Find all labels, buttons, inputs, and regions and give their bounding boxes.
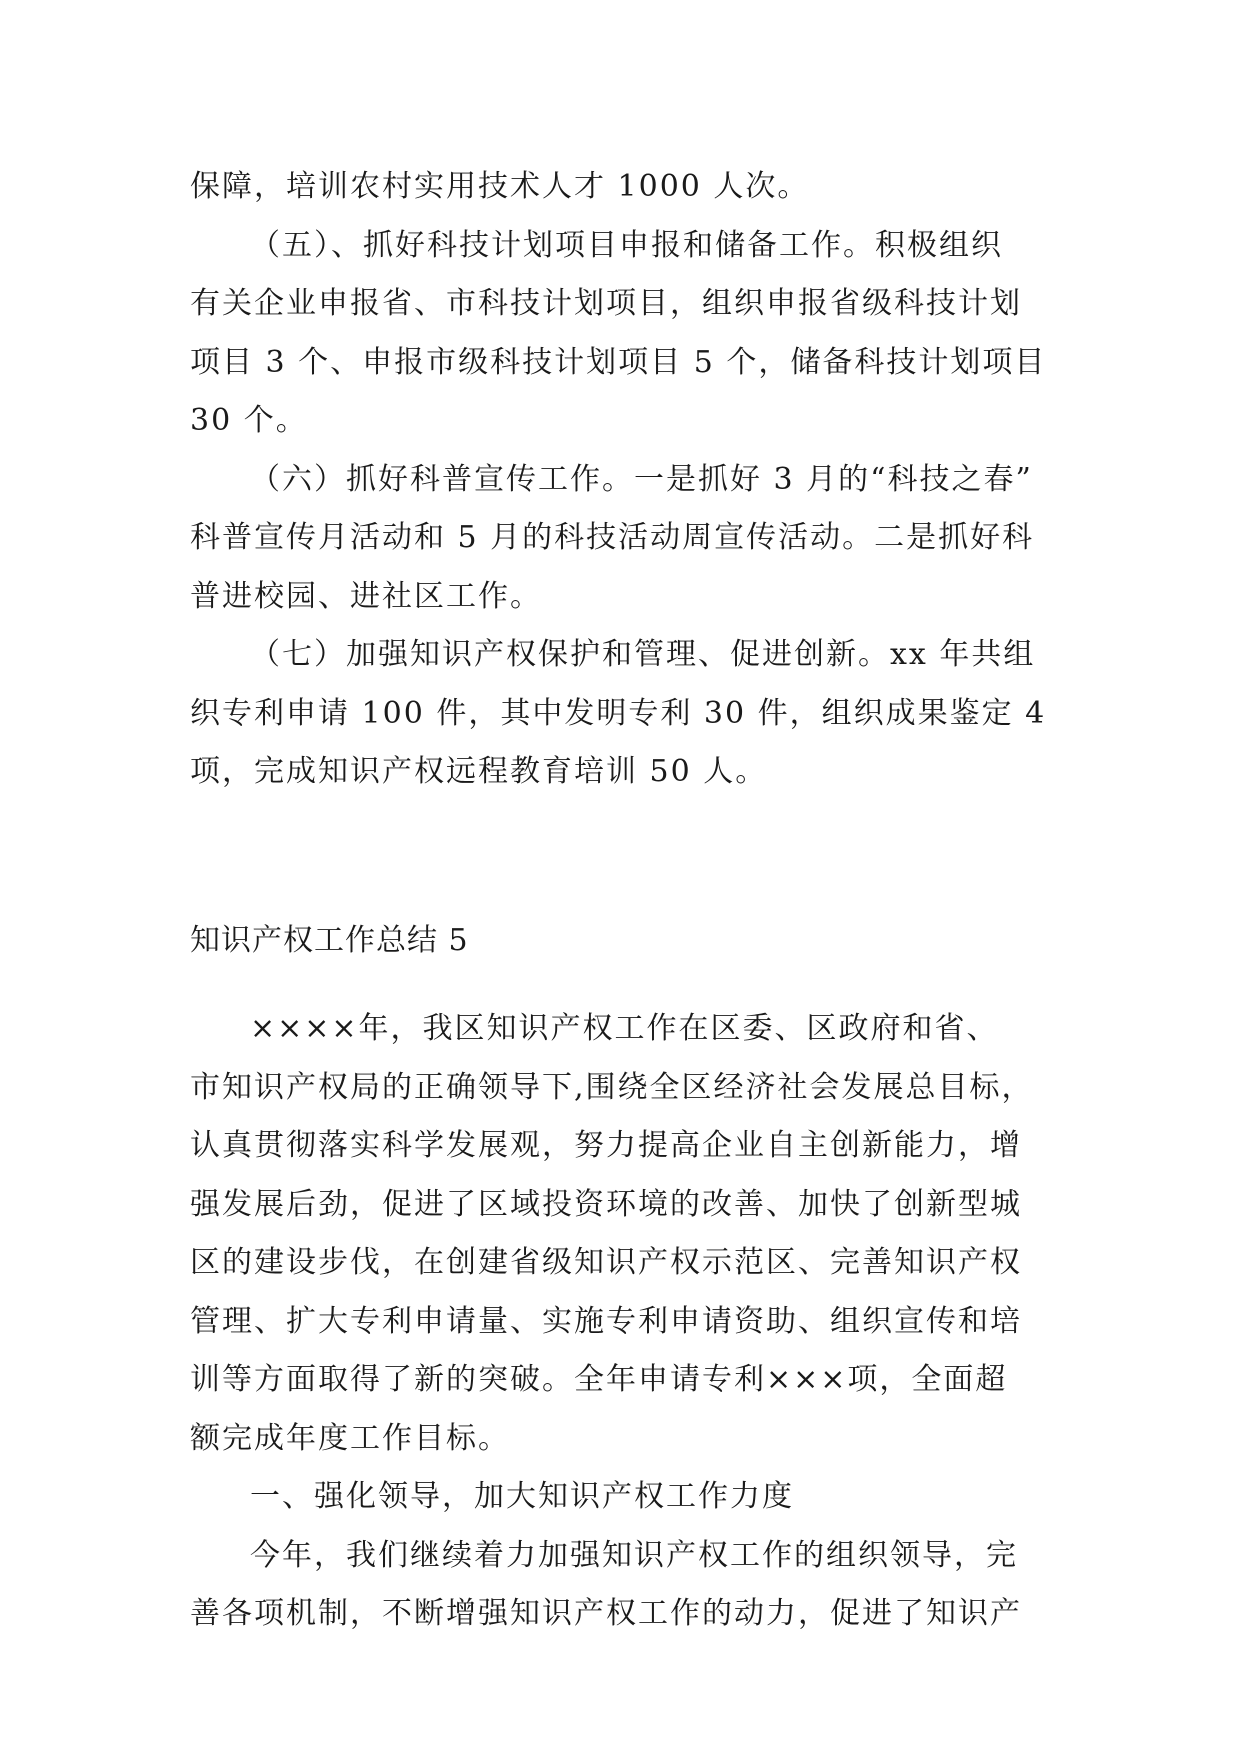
text-line: 认真贯彻落实科学发展观，努力提高企业自主创新能力，增 bbox=[190, 1128, 1022, 1163]
section-gap bbox=[190, 802, 1060, 882]
text-line: 管理、扩大专利申请量、实施专利申请资助、组织宣传和培 bbox=[190, 1303, 1022, 1339]
paragraph-start-line: （六）抓好科普宣传工作。一是抓好 3 月的“科技之春” bbox=[250, 461, 1033, 497]
paragraph-start-line: ××××年，我区知识产权工作在区委、区政府和省、 bbox=[250, 1011, 999, 1046]
text-line: 有关企业申报省、市科技计划项目，组织申报省级科技计划 bbox=[190, 286, 1022, 321]
subheading-line: 一、强化领导，加大知识产权工作力度 bbox=[250, 1479, 794, 1514]
paragraph-start-line: 今年，我们继续着力加强知识产权工作的组织领导，完 bbox=[250, 1537, 1018, 1573]
text-line: 强发展后劲，促进了区域投资环境的改善、加快了创新型城 bbox=[190, 1186, 1022, 1222]
text-line: 额完成年度工作目标。 bbox=[190, 1420, 510, 1456]
section-title: 知识产权工作总结 5 bbox=[190, 922, 469, 958]
document-page bbox=[190, 158, 1060, 1644]
text-line: 区的建设步伐，在创建省级知识产权示范区、完善知识产权 bbox=[190, 1245, 1022, 1280]
text-line: 项，完成知识产权远程教育培训 50 人。 bbox=[190, 754, 768, 789]
paragraph-start-line: （五）、抓好科技计划项目申报和储备工作。积极组织 bbox=[250, 227, 1003, 263]
text-line: 项目 3 个、申报市级科技计划项目 5 个，储备科技计划项目 bbox=[190, 344, 1047, 380]
text-line: 善各项机制，不断增强知识产权工作的动力，促进了知识产 bbox=[190, 1596, 1022, 1631]
text-line: 科普宣传月活动和 5 月的科技活动周宣传活动。二是抓好科 bbox=[190, 520, 1035, 555]
text-line: 市知识产权局的正确领导下,围绕全区经济社会发展总目标， bbox=[190, 1069, 1034, 1105]
text-line: 保障，培训农村实用技术人才 1000 人次。 bbox=[190, 169, 810, 204]
text-line: 训等方面取得了新的突破。全年申请专利×××项，全面超 bbox=[190, 1362, 1008, 1397]
text-line: 30 个。 bbox=[190, 403, 308, 438]
paragraph-start-line: （七）加强知识产权保护和管理、促进创新。xx 年共组 bbox=[250, 637, 1036, 672]
text-line: 织专利申请 100 件，其中发明专利 30 件，组织成果鉴定 4 bbox=[190, 695, 1047, 731]
text-line: 普进校园、进社区工作。 bbox=[190, 578, 542, 614]
